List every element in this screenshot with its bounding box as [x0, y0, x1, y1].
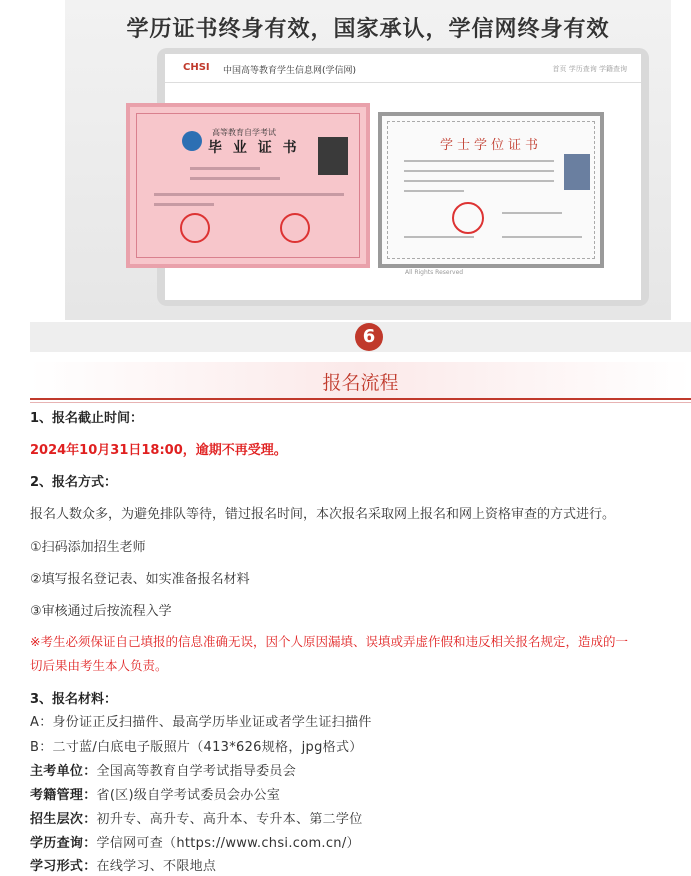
query-row	[30, 832, 360, 851]
site-footer: All Rights Reserved	[405, 269, 464, 276]
blurred-text	[190, 177, 280, 180]
banner-title: 学历证书终身有效，国家承认，学信网终身有效	[126, 17, 610, 42]
level-value: 初升专、高升专、高升本、专升本、第二学位	[96, 812, 363, 827]
warning-line-1: ※考生必须保证自己填报的信息准确无误，因个人原因漏填、误填或弄虚作假和违反相关报名规定，造成的一	[30, 634, 628, 649]
section-divider	[30, 402, 691, 403]
cert2-title: 学士学位证书	[439, 138, 542, 153]
deadline-heading: 1、报名截止时间：	[30, 411, 144, 426]
cert2-text-line	[404, 236, 474, 238]
material-a: A：身份证正反扫描件、最高学历毕业证或者学生证扫描件	[30, 715, 372, 730]
graduation-certificate	[126, 103, 370, 268]
deadline-text: 2024年10月31日18:00，逾期不再受理。	[30, 443, 287, 458]
step-1: ①扫码添加招生老师	[30, 540, 146, 555]
degree-certificate	[378, 112, 604, 268]
method-intro: 报名人数众多，为避免排队等待，错过报名时间，本次报名采取网上报名和网上资格审查的方式进行。	[30, 507, 616, 522]
site-links: 首页 学历查询 学籍查询	[552, 65, 627, 73]
seal-icon	[280, 213, 310, 243]
level-label: 招生层次：	[30, 812, 97, 827]
host-row	[30, 760, 296, 779]
cert1-photo	[318, 137, 348, 175]
cert2-text-line	[404, 190, 464, 192]
cert2-text-line	[404, 180, 554, 182]
warning-line-2: 切后果由考生本人负责。	[30, 658, 168, 673]
method-heading: 2、报名方式：	[30, 475, 118, 490]
cert2-text-line	[404, 170, 554, 172]
seal-icon	[180, 213, 210, 243]
query-label: 学历查询：	[30, 836, 97, 851]
host-label: 主考单位：	[30, 764, 97, 779]
step-3: ③审核通过后按流程入学	[30, 604, 172, 619]
step-2: ②填写报名登记表、如实准备报名材料	[30, 572, 250, 587]
site-header	[165, 54, 641, 83]
blurred-text	[154, 203, 214, 206]
form-label: 学习形式：	[30, 859, 97, 874]
form-row	[30, 855, 216, 874]
query-value: 学信网可查（https://www.chsi.com.cn/）	[96, 836, 360, 851]
section-title: 报名流程	[322, 372, 399, 394]
admin-value: 省(区)级自学考试委员会办公室	[96, 788, 281, 803]
site-name: 中国高等教育学生信息网(学信网)	[223, 66, 357, 76]
blurred-text	[190, 167, 260, 170]
materials-heading: 3、报名材料：	[30, 692, 118, 707]
cert2-text-line	[502, 212, 562, 214]
cert2-text-line	[502, 236, 582, 238]
cert2-photo	[564, 154, 590, 190]
blurred-text	[154, 193, 344, 196]
material-b: B：二寸蓝/白底电子版照片（413*626规格，jpg格式）	[30, 740, 363, 755]
exam-logo-icon	[182, 131, 202, 151]
admin-row	[30, 784, 280, 803]
chsi-logo: CHSI	[183, 62, 210, 73]
host-value: 全国高等教育自学考试指导委员会	[96, 764, 297, 779]
cert1-title: 毕 业 证 书	[208, 140, 300, 156]
step-number-badge: 6	[355, 323, 383, 351]
cert1-subtitle: 高等教育自学考试	[212, 128, 276, 137]
admin-label: 考籍管理：	[30, 788, 97, 803]
level-row	[30, 808, 363, 827]
section-header	[30, 362, 691, 400]
cert2-text-line	[404, 160, 554, 162]
form-value: 在线学习、不限地点	[96, 859, 217, 874]
seal-icon	[452, 202, 484, 234]
